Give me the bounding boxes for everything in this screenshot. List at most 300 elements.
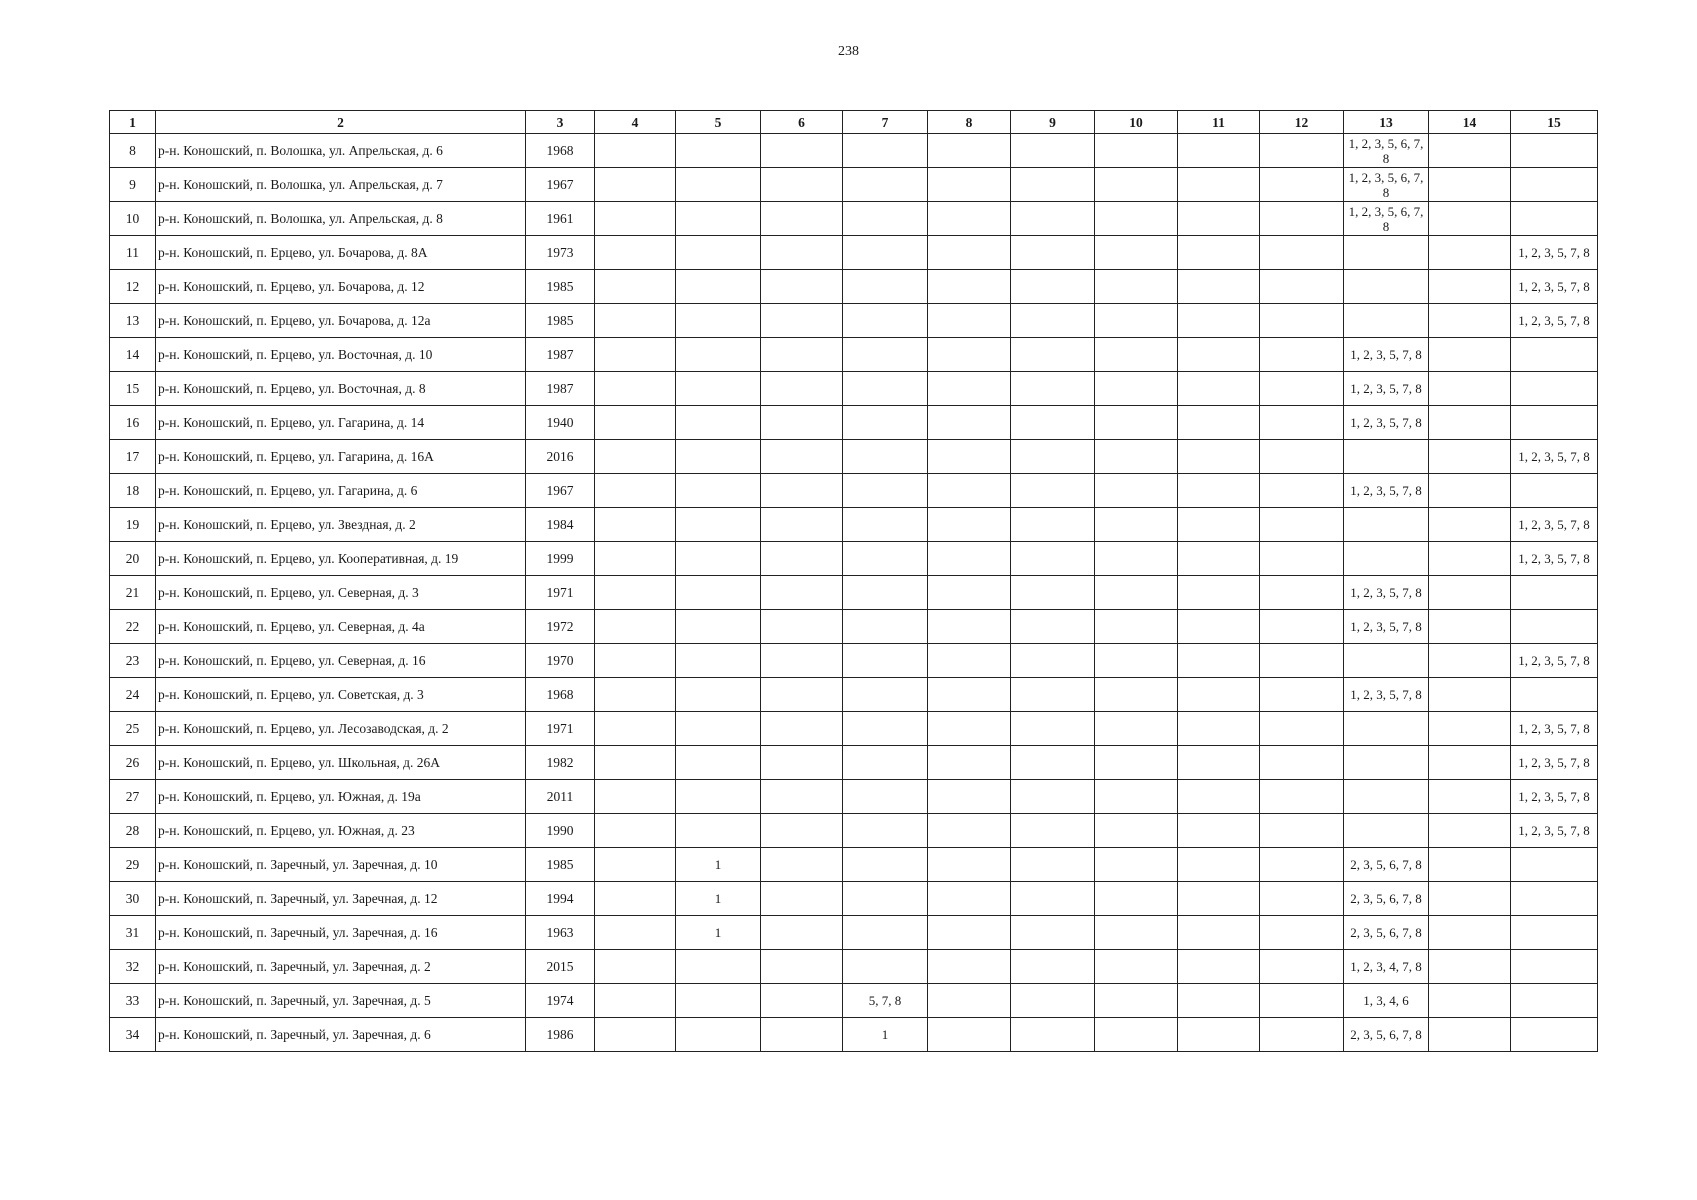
table-cell (676, 236, 761, 270)
table-cell (1095, 814, 1178, 848)
year-cell: 1987 (526, 338, 595, 372)
year-cell: 1972 (526, 610, 595, 644)
year-cell: 1971 (526, 576, 595, 610)
table-cell (1095, 440, 1178, 474)
table-row (110, 236, 1598, 270)
column-header-12: 12 (1260, 111, 1344, 134)
table-cell (1344, 270, 1429, 304)
table-cell (1260, 304, 1344, 338)
table-cell (1011, 304, 1095, 338)
table-cell (761, 440, 843, 474)
year-cell: 1971 (526, 712, 595, 746)
table-cell (1011, 916, 1095, 950)
table-cell (1429, 508, 1511, 542)
year-cell: 1985 (526, 304, 595, 338)
column-header-15: 15 (1511, 111, 1598, 134)
table-cell (928, 984, 1011, 1018)
table-cell (676, 168, 761, 202)
year-cell: 2015 (526, 950, 595, 984)
address-cell: р-н. Коношский, п. Ерцево, ул. Советская, д. 3 (156, 678, 526, 712)
table-cell (1178, 712, 1260, 746)
table-cell (1344, 814, 1429, 848)
table-cell (1178, 168, 1260, 202)
table-cell (676, 270, 761, 304)
row-number-cell: 28 (110, 814, 156, 848)
table-cell (1511, 1018, 1598, 1052)
table-cell (1095, 202, 1178, 236)
table-cell (595, 610, 676, 644)
table-row (110, 950, 1598, 984)
table-cell (928, 474, 1011, 508)
table-cell: 1, 2, 3, 4, 7, 8 (1344, 950, 1429, 984)
table-cell (843, 848, 928, 882)
table-cell (928, 134, 1011, 168)
table-cell: 1, 2, 3, 5, 7, 8 (1344, 372, 1429, 406)
table-cell (928, 746, 1011, 780)
table-cell (761, 678, 843, 712)
address-cell: р-н. Коношский, п. Ерцево, ул. Гагарина, д. 16А (156, 440, 526, 474)
table-cell (1011, 984, 1095, 1018)
table-cell (1344, 644, 1429, 678)
address-cell: р-н. Коношский, п. Заречный, ул. Заречная, д. 6 (156, 1018, 526, 1052)
table-cell (1011, 780, 1095, 814)
table-cell (1011, 814, 1095, 848)
table-cell (595, 712, 676, 746)
table-cell (1178, 746, 1260, 780)
table-cell (1429, 1018, 1511, 1052)
column-header-4: 4 (595, 111, 676, 134)
table-cell (1178, 372, 1260, 406)
table-cell: 1, 2, 3, 5, 7, 8 (1344, 576, 1429, 610)
year-cell: 1968 (526, 134, 595, 168)
table-cell (1429, 440, 1511, 474)
table-cell (1344, 304, 1429, 338)
table-cell: 1, 2, 3, 5, 7, 8 (1511, 644, 1598, 678)
table-cell (1095, 270, 1178, 304)
table-cell: 1, 2, 3, 5, 6, 7, 8 (1344, 202, 1429, 236)
table-cell (676, 644, 761, 678)
table-cell (1178, 236, 1260, 270)
table-cell (1429, 814, 1511, 848)
table-cell: 2, 3, 5, 6, 7, 8 (1344, 848, 1429, 882)
table-cell (1511, 406, 1598, 440)
table-cell (1011, 236, 1095, 270)
table-cell (676, 950, 761, 984)
row-number-cell: 25 (110, 712, 156, 746)
table-cell (1260, 882, 1344, 916)
column-header-1: 1 (110, 111, 156, 134)
table-cell: 1, 2, 3, 5, 7, 8 (1511, 508, 1598, 542)
table-cell (595, 1018, 676, 1052)
table-cell (843, 372, 928, 406)
table-cell (1429, 542, 1511, 576)
year-cell: 1987 (526, 372, 595, 406)
table-cell (595, 984, 676, 1018)
table-cell (1011, 542, 1095, 576)
table-cell (1095, 984, 1178, 1018)
table-cell (595, 134, 676, 168)
table-row (110, 508, 1598, 542)
address-cell: р-н. Коношский, п. Заречный, ул. Заречная, д. 5 (156, 984, 526, 1018)
table-cell (1011, 848, 1095, 882)
table-cell (595, 950, 676, 984)
table-cell (1095, 474, 1178, 508)
table-row (110, 1018, 1598, 1052)
table-cell (1011, 372, 1095, 406)
table-cell (1511, 474, 1598, 508)
table-cell (595, 780, 676, 814)
table-cell (843, 134, 928, 168)
table-cell (1178, 1018, 1260, 1052)
column-header-14: 14 (1429, 111, 1511, 134)
table-cell: 2, 3, 5, 6, 7, 8 (1344, 916, 1429, 950)
row-number-cell: 14 (110, 338, 156, 372)
table-row (110, 644, 1598, 678)
table-cell (1095, 780, 1178, 814)
table-cell (843, 746, 928, 780)
table-cell (595, 678, 676, 712)
table-cell (595, 848, 676, 882)
table-row (110, 168, 1598, 202)
table-cell (1511, 168, 1598, 202)
table-cell (843, 202, 928, 236)
table-cell (843, 338, 928, 372)
table-cell (1011, 134, 1095, 168)
table-cell (928, 644, 1011, 678)
table-cell (1260, 678, 1344, 712)
column-header-2: 2 (156, 111, 526, 134)
table-cell (843, 814, 928, 848)
table-row (110, 814, 1598, 848)
table-cell (1260, 406, 1344, 440)
table-cell (761, 338, 843, 372)
year-cell: 2016 (526, 440, 595, 474)
table-cell (595, 406, 676, 440)
table-row (110, 338, 1598, 372)
year-cell: 1990 (526, 814, 595, 848)
table-cell (1011, 644, 1095, 678)
table-cell (1511, 576, 1598, 610)
table-row (110, 712, 1598, 746)
table-cell (928, 168, 1011, 202)
row-number-cell: 33 (110, 984, 156, 1018)
table-cell (1260, 848, 1344, 882)
address-cell: р-н. Коношский, п. Ерцево, ул. Южная, д. 19а (156, 780, 526, 814)
table-cell (1095, 576, 1178, 610)
table-cell (1429, 236, 1511, 270)
table-cell (928, 882, 1011, 916)
table-cell (1511, 202, 1598, 236)
table-cell (1260, 542, 1344, 576)
table-cell (928, 814, 1011, 848)
table-cell: 1, 2, 3, 5, 7, 8 (1511, 270, 1598, 304)
year-cell: 1970 (526, 644, 595, 678)
table-cell (1429, 270, 1511, 304)
table-cell (1095, 338, 1178, 372)
table-cell (1178, 984, 1260, 1018)
table-cell (1260, 1018, 1344, 1052)
year-cell: 2011 (526, 780, 595, 814)
table-cell (1095, 508, 1178, 542)
table-cell: 1 (843, 1018, 928, 1052)
table-cell (843, 780, 928, 814)
table-cell (1178, 576, 1260, 610)
table-cell (595, 882, 676, 916)
table-cell (1344, 780, 1429, 814)
column-header-11: 11 (1178, 111, 1260, 134)
table-cell (1095, 916, 1178, 950)
table-cell: 1, 2, 3, 5, 7, 8 (1511, 746, 1598, 780)
address-cell: р-н. Коношский, п. Ерцево, ул. Гагарина, д. 14 (156, 406, 526, 440)
table-cell (928, 304, 1011, 338)
table-cell (676, 440, 761, 474)
address-cell: р-н. Коношский, п. Волошка, ул. Апрельская, д. 6 (156, 134, 526, 168)
table-cell (1011, 610, 1095, 644)
year-cell: 1984 (526, 508, 595, 542)
table-cell (1011, 474, 1095, 508)
table-cell (1095, 644, 1178, 678)
table-cell (1095, 236, 1178, 270)
table-cell (595, 236, 676, 270)
table-cell (761, 916, 843, 950)
table-cell (1429, 338, 1511, 372)
table-cell (1511, 678, 1598, 712)
table-cell (761, 610, 843, 644)
table-cell (843, 576, 928, 610)
table-cell (1178, 916, 1260, 950)
table-cell (1260, 440, 1344, 474)
table-cell (1429, 882, 1511, 916)
table-cell (676, 508, 761, 542)
table-cell: 1, 2, 3, 5, 7, 8 (1344, 338, 1429, 372)
table-cell (1429, 168, 1511, 202)
table-cell (676, 984, 761, 1018)
table-cell (1011, 270, 1095, 304)
table-row (110, 440, 1598, 474)
row-number-cell: 20 (110, 542, 156, 576)
column-header-8: 8 (928, 111, 1011, 134)
table-cell (761, 474, 843, 508)
table-cell (928, 610, 1011, 644)
table-row (110, 780, 1598, 814)
table-cell (761, 950, 843, 984)
table-cell (928, 406, 1011, 440)
table-cell (1095, 610, 1178, 644)
table-cell (928, 202, 1011, 236)
year-cell: 1940 (526, 406, 595, 440)
year-cell: 1974 (526, 984, 595, 1018)
table-cell (1095, 542, 1178, 576)
table-cell (595, 372, 676, 406)
table-cell (1260, 134, 1344, 168)
row-number-cell: 21 (110, 576, 156, 610)
table-cell (761, 984, 843, 1018)
address-cell: р-н. Коношский, п. Ерцево, ул. Восточная, д. 10 (156, 338, 526, 372)
table-cell: 1, 2, 3, 5, 7, 8 (1511, 236, 1598, 270)
table-cell (761, 814, 843, 848)
table-cell (1260, 338, 1344, 372)
table-cell (1178, 678, 1260, 712)
table-cell (1511, 882, 1598, 916)
table-cell (928, 440, 1011, 474)
table-cell (1178, 474, 1260, 508)
row-number-cell: 26 (110, 746, 156, 780)
table-row (110, 542, 1598, 576)
year-cell: 1999 (526, 542, 595, 576)
table-cell (1429, 406, 1511, 440)
column-header-6: 6 (761, 111, 843, 134)
table-cell (843, 304, 928, 338)
table-cell (1178, 508, 1260, 542)
table-cell (595, 508, 676, 542)
column-header-9: 9 (1011, 111, 1095, 134)
address-cell: р-н. Коношский, п. Ерцево, ул. Школьная, д. 26А (156, 746, 526, 780)
table-cell (1178, 202, 1260, 236)
table-cell (928, 338, 1011, 372)
address-cell: р-н. Коношский, п. Ерцево, ул. Бочарова, д. 8А (156, 236, 526, 270)
table-cell (1011, 406, 1095, 440)
table-cell (1429, 610, 1511, 644)
year-cell: 1982 (526, 746, 595, 780)
table-cell (1511, 916, 1598, 950)
table-cell (1511, 372, 1598, 406)
table-cell: 1, 2, 3, 5, 7, 8 (1511, 542, 1598, 576)
table-cell (595, 542, 676, 576)
address-cell: р-н. Коношский, п. Ерцево, ул. Северная, д. 16 (156, 644, 526, 678)
table-cell: 1, 2, 3, 5, 7, 8 (1344, 474, 1429, 508)
table-cell: 2, 3, 5, 6, 7, 8 (1344, 882, 1429, 916)
year-cell: 1961 (526, 202, 595, 236)
table-cell (1429, 916, 1511, 950)
table-row (110, 610, 1598, 644)
table-cell (1260, 202, 1344, 236)
table-cell (1178, 882, 1260, 916)
table-row (110, 134, 1598, 168)
table-cell: 1, 2, 3, 5, 6, 7, 8 (1344, 134, 1429, 168)
table-cell (1429, 474, 1511, 508)
table-cell (1260, 984, 1344, 1018)
table-cell: 1, 2, 3, 5, 7, 8 (1344, 678, 1429, 712)
row-number-cell: 31 (110, 916, 156, 950)
table-cell (1429, 576, 1511, 610)
table-cell (595, 338, 676, 372)
table-cell (761, 236, 843, 270)
address-cell: р-н. Коношский, п. Волошка, ул. Апрельская, д. 7 (156, 168, 526, 202)
table-cell (1511, 134, 1598, 168)
table-cell (1429, 950, 1511, 984)
table-cell (1178, 406, 1260, 440)
table-cell: 1 (676, 848, 761, 882)
table-cell (928, 712, 1011, 746)
table-cell (843, 644, 928, 678)
table-cell (1011, 950, 1095, 984)
table-cell (1011, 508, 1095, 542)
table-cell (1095, 950, 1178, 984)
row-number-cell: 9 (110, 168, 156, 202)
table-cell (1344, 746, 1429, 780)
table-cell (1095, 1018, 1178, 1052)
housing-table (109, 110, 1598, 1052)
table-row (110, 916, 1598, 950)
table-cell: 1, 2, 3, 5, 7, 8 (1344, 610, 1429, 644)
table-cell (1260, 746, 1344, 780)
table-cell (928, 270, 1011, 304)
table-cell (1011, 882, 1095, 916)
table-cell (843, 916, 928, 950)
table-cell (843, 712, 928, 746)
table-cell (595, 202, 676, 236)
table-cell (1095, 406, 1178, 440)
row-number-cell: 15 (110, 372, 156, 406)
table-cell (928, 576, 1011, 610)
table-cell (1178, 134, 1260, 168)
row-number-cell: 24 (110, 678, 156, 712)
address-cell: р-н. Коношский, п. Ерцево, ул. Южная, д. 23 (156, 814, 526, 848)
address-cell: р-н. Коношский, п. Ерцево, ул. Бочарова, д. 12а (156, 304, 526, 338)
table-cell (928, 780, 1011, 814)
table-cell (1260, 644, 1344, 678)
year-cell: 1986 (526, 1018, 595, 1052)
table-cell: 1 (676, 882, 761, 916)
address-cell: р-н. Коношский, п. Заречный, ул. Заречная, д. 16 (156, 916, 526, 950)
year-cell: 1967 (526, 168, 595, 202)
table-cell (1511, 338, 1598, 372)
table-cell (1511, 848, 1598, 882)
table-cell (761, 542, 843, 576)
table-cell (1095, 848, 1178, 882)
table-cell (1260, 916, 1344, 950)
table-cell (1511, 610, 1598, 644)
address-cell: р-н. Коношский, п. Ерцево, ул. Кооперативная, д. 19 (156, 542, 526, 576)
table-cell (843, 168, 928, 202)
row-number-cell: 17 (110, 440, 156, 474)
table-cell (761, 304, 843, 338)
table-cell (1011, 678, 1095, 712)
address-cell: р-н. Коношский, п. Волошка, ул. Апрельская, д. 8 (156, 202, 526, 236)
table-cell: 5, 7, 8 (843, 984, 928, 1018)
table-cell (761, 712, 843, 746)
table-cell (928, 1018, 1011, 1052)
header-row (110, 111, 1598, 134)
table-cell (676, 406, 761, 440)
table-cell (761, 644, 843, 678)
row-number-cell: 10 (110, 202, 156, 236)
table-cell (1429, 644, 1511, 678)
table-row (110, 678, 1598, 712)
table-cell: 1, 2, 3, 5, 7, 8 (1511, 814, 1598, 848)
row-number-cell: 19 (110, 508, 156, 542)
table-cell (843, 236, 928, 270)
table-cell (1429, 134, 1511, 168)
table-cell (843, 508, 928, 542)
table-cell (761, 270, 843, 304)
address-cell: р-н. Коношский, п. Заречный, ул. Заречная, д. 2 (156, 950, 526, 984)
column-header-7: 7 (843, 111, 928, 134)
table-row (110, 746, 1598, 780)
table-row (110, 304, 1598, 338)
table-cell (1011, 338, 1095, 372)
table-cell (595, 304, 676, 338)
table-cell (1011, 1018, 1095, 1052)
table-cell (928, 508, 1011, 542)
table-cell (1095, 304, 1178, 338)
table-cell (676, 576, 761, 610)
table-cell (928, 372, 1011, 406)
table-cell (1178, 848, 1260, 882)
table-row (110, 576, 1598, 610)
table-cell (1095, 678, 1178, 712)
table-cell (1095, 372, 1178, 406)
